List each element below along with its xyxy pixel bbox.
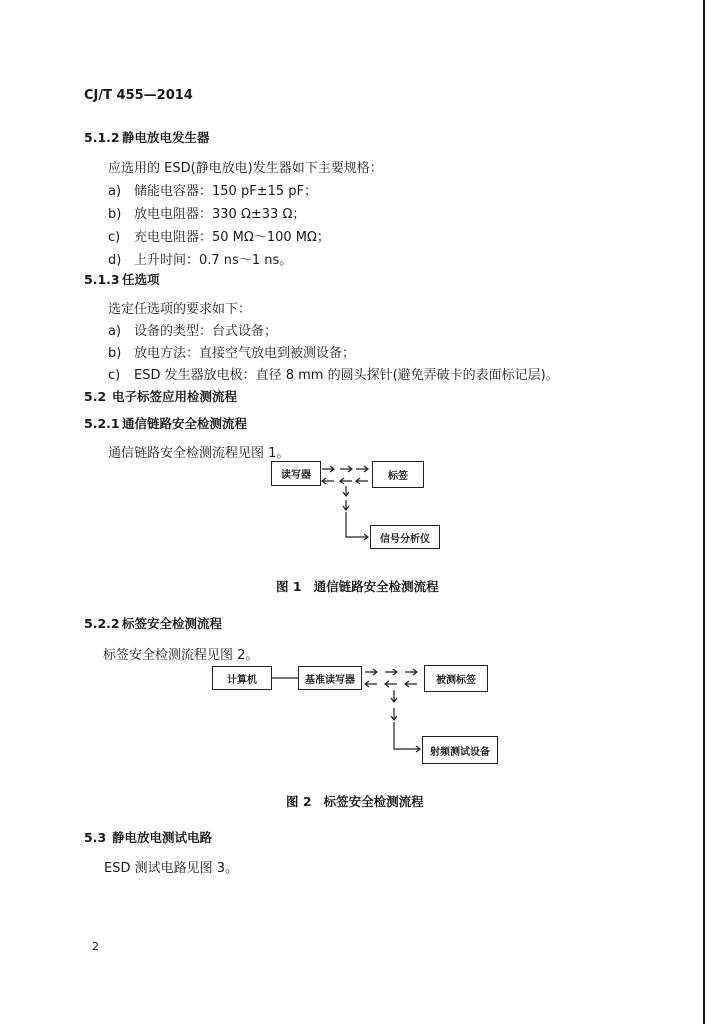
list-item bbox=[108, 226, 330, 245]
section-number: 5.2 bbox=[84, 389, 107, 404]
section-title: 电子标签应用检测流程 bbox=[112, 389, 238, 404]
tag-under-test-box: 被测标签 bbox=[424, 665, 488, 692]
section-number: 5.1.2 bbox=[84, 130, 120, 145]
section-title: 静电放电测试电路 bbox=[112, 830, 213, 845]
paragraph: 应选用的 ESD(静电放电)发生器如下主要规格： bbox=[108, 161, 383, 176]
section-heading-5-2-1 bbox=[84, 414, 247, 432]
list-item bbox=[108, 342, 355, 361]
standard-code: CJ/T 455—2014 bbox=[84, 88, 193, 103]
figure-1-caption bbox=[276, 577, 439, 595]
caption-number: 图 1 bbox=[276, 579, 302, 594]
list-label: a) bbox=[108, 324, 122, 339]
list-text: 充电电阻器：50 MΩ～100 MΩ； bbox=[134, 230, 330, 245]
list-text: 放电电阻器：330 Ω±33 Ω； bbox=[134, 207, 306, 222]
paragraph: 选定任选项的要求如下： bbox=[108, 302, 252, 317]
list-item bbox=[108, 180, 317, 199]
list-text: 储能电容器：150 pF±15 pF； bbox=[134, 184, 317, 199]
section-heading-5-1-2 bbox=[84, 128, 210, 146]
section-number: 5.3 bbox=[84, 830, 107, 845]
list-item bbox=[108, 203, 305, 222]
section-title: 静电放电发生器 bbox=[122, 130, 210, 145]
computer-box: 计算机 bbox=[212, 666, 272, 690]
section-title: 标签安全检测流程 bbox=[122, 616, 223, 631]
caption-title: 通信链路安全检测流程 bbox=[313, 579, 439, 594]
paragraph: 通信链路安全检测流程见图 1。 bbox=[108, 446, 290, 461]
tag-box: 标签 bbox=[372, 461, 424, 488]
section-title: 通信链路安全检测流程 bbox=[122, 416, 248, 431]
list-text: ESD 发生器放电极：直径 8 mm 的圆头探针(避免弄破卡的表面标记层)。 bbox=[134, 368, 559, 383]
list-label: c) bbox=[108, 230, 121, 245]
caption-number: 图 2 bbox=[286, 794, 312, 809]
rf-test-equipment-box: 射频测试设备 bbox=[422, 736, 498, 764]
section-heading-5-3 bbox=[84, 828, 212, 846]
section-heading-5-1-3 bbox=[84, 270, 160, 288]
list-label: c) bbox=[108, 368, 121, 383]
list-text: 上升时间：0.7 ns～1 ns。 bbox=[134, 253, 293, 268]
section-heading-5-2-2 bbox=[84, 614, 222, 632]
paragraph: 标签安全检测流程见图 2。 bbox=[103, 648, 259, 663]
list-item bbox=[108, 364, 559, 383]
section-heading-5-2 bbox=[84, 387, 237, 405]
reference-reader-box: 基准读写器 bbox=[298, 666, 362, 690]
paragraph: ESD 测试电路见图 3。 bbox=[104, 861, 239, 876]
list-label: b) bbox=[108, 207, 122, 222]
section-number: 5.1.3 bbox=[84, 272, 120, 287]
list-text: 设备的类型：台式设备； bbox=[134, 324, 278, 339]
list-label: b) bbox=[108, 346, 122, 361]
figure-2-caption bbox=[286, 792, 424, 810]
list-label: a) bbox=[108, 184, 122, 199]
caption-title: 标签安全检测流程 bbox=[323, 794, 424, 809]
signal-analyzer-box: 信号分析仪 bbox=[370, 525, 440, 549]
section-number: 5.2.1 bbox=[84, 416, 120, 431]
page-number: 2 bbox=[92, 940, 99, 953]
section-title: 任选项 bbox=[122, 272, 160, 287]
list-text: 放电方法：直接空气放电到被测设备； bbox=[134, 346, 356, 361]
list-label: d) bbox=[108, 253, 122, 268]
page-edge bbox=[703, 0, 705, 1024]
section-number: 5.2.2 bbox=[84, 616, 120, 631]
list-item bbox=[108, 249, 292, 268]
reader-box: 读写器 bbox=[271, 461, 321, 486]
list-item bbox=[108, 320, 277, 339]
